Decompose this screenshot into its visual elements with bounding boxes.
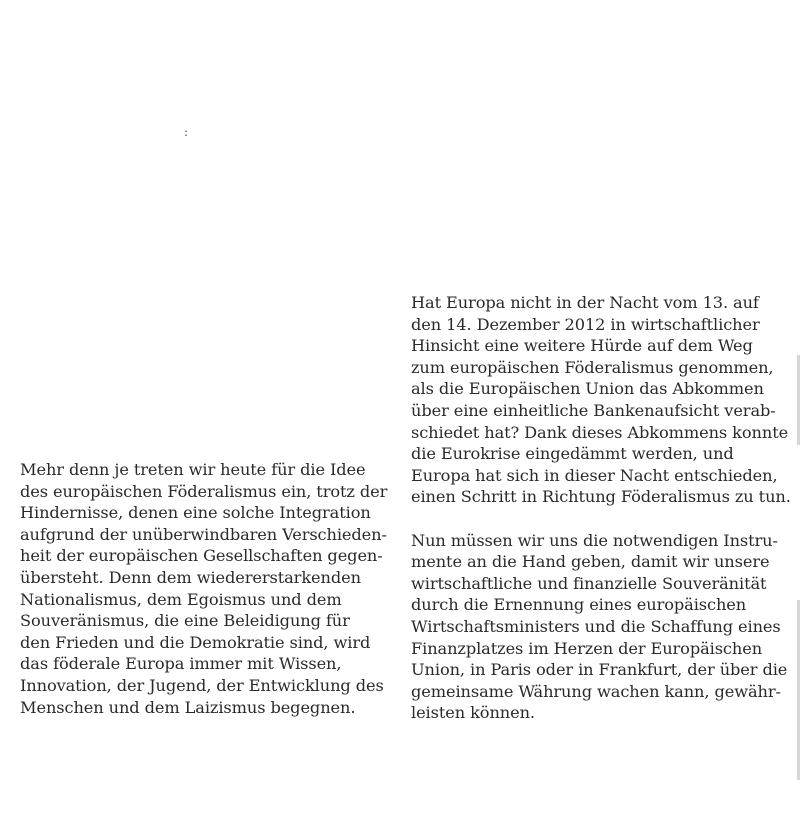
text-line: mente an die Hand geben, damit wir unsere bbox=[411, 552, 770, 572]
text-line: Europa hat sich in dieser Nacht entschieden, bbox=[411, 465, 778, 485]
text-line: gemeinsame Währung wachen kann, gewähr- bbox=[411, 681, 781, 701]
text-line: durch die Ernennung eines europäischen bbox=[411, 595, 747, 615]
text-line: aufgrund der unüberwindbaren Verschieden- bbox=[20, 524, 387, 544]
text-line: über eine einheitliche Bankenaufsicht verab- bbox=[411, 400, 776, 420]
text-line: den 14. Dezember 2012 in wirtschaftlicher bbox=[411, 314, 760, 334]
text-line: übersteht. Denn dem wiedererstarkenden bbox=[20, 567, 361, 587]
text-line: schiedet hat? Dank dieses Abkommens konnte bbox=[411, 422, 789, 442]
text-line: Innovation, der Jugend, der Entwicklung des bbox=[20, 675, 384, 695]
text-line: Mehr denn je treten wir heute für die Idee bbox=[20, 460, 366, 479]
text-line: des europäischen Föderalismus ein, trotz der bbox=[20, 481, 388, 501]
text-line: Union, in Paris oder in Frankfurt, der über die bbox=[411, 660, 788, 680]
text-line: leisten können. bbox=[411, 703, 535, 723]
text-line: Finanzplatzes im Herzen der Europäischen bbox=[411, 638, 763, 658]
text-line: Souveränismus, die eine Beleidigung für bbox=[20, 611, 350, 631]
text-line: das föderale Europa immer mit Wissen, bbox=[20, 654, 342, 674]
paragraph-sovereignty bbox=[411, 530, 791, 724]
text-line: zum europäischen Föderalismus genommen, bbox=[411, 357, 774, 377]
right-text-column bbox=[411, 292, 791, 724]
text-line: Nun müssen wir uns die notwendigen Instru- bbox=[411, 530, 778, 550]
text-line: wirtschaftliche und finanzielle Souveränität bbox=[411, 573, 767, 593]
text-line: heit der europäischen Gesellschaften gegen- bbox=[20, 546, 383, 566]
text-line: Hindernisse, denen eine solche Integration bbox=[20, 503, 371, 523]
text-line: Hinsicht eine weitere Hürde auf dem Weg bbox=[411, 336, 753, 356]
text-line: Hat Europa nicht in der Nacht vom 13. auf bbox=[411, 293, 759, 312]
text-line: Nationalismus, dem Egoismus und dem bbox=[20, 589, 342, 609]
text-line: Menschen und dem Laizismus begegnen. bbox=[20, 697, 356, 717]
text-line: die Eurokrise eingedämmt werden, und bbox=[411, 444, 734, 464]
stray-mark: : bbox=[184, 125, 189, 139]
paragraph-federalism bbox=[20, 459, 387, 718]
paragraph-banking-union bbox=[411, 292, 791, 508]
text-line: einen Schritt in Richtung Föderalismus zu tun. bbox=[411, 487, 791, 507]
left-text-column bbox=[20, 459, 387, 718]
text-line: Wirtschaftsministers und die Schaffung eines bbox=[411, 616, 781, 636]
paragraph-gap bbox=[411, 508, 791, 530]
text-line: als die Europäischen Union das Abkommen bbox=[411, 379, 764, 399]
text-line: den Frieden und die Demokratie sind, wird bbox=[20, 632, 371, 652]
